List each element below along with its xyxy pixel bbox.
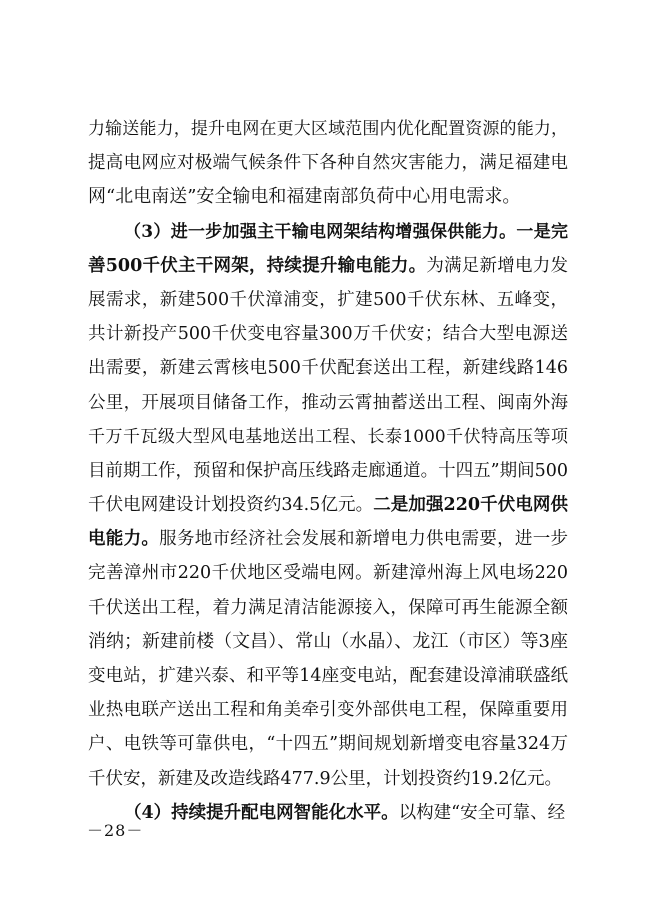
bold-text-segment: （3）进一步加强主干输电网架结构增强保供能力。一是完 (124, 221, 568, 242)
text-segment: 服务地市经济社会发展和新增电力供电需要，进一步 (159, 529, 569, 550)
text-line (88, 386, 568, 420)
bold-text-segment: 善500千伏主干网架，持续提升输电能力。 (88, 255, 427, 276)
text-line (88, 488, 568, 522)
text-line (88, 317, 568, 351)
text-segment: 千伏安，新建及改造线路477.9公里，计划投资约19.2亿元。 (88, 768, 563, 789)
text-line (88, 420, 568, 454)
text-line (88, 215, 568, 249)
bold-text-segment: （4）持续提升配电网智能化水平。 (124, 802, 399, 823)
text-line (88, 556, 568, 590)
text-segment: 网“北电南送”安全输电和福建南部负荷中心用电需求。 (88, 186, 521, 208)
bold-text-segment: 电能力。 (88, 529, 160, 550)
text-segment: 消纳；新建前楼（文昌）、常山（水晶）、龙江（市区）等3座 (88, 630, 568, 652)
text-segment: 为满足新增电力发 (426, 255, 568, 276)
text-line (88, 762, 568, 796)
text-line (88, 522, 568, 556)
text-line (88, 659, 568, 693)
text-segment: 千万千瓦级大型风电基地送出工程、长泰1000千伏特高压等项 (88, 426, 568, 447)
text-segment: 变电站，扩建兴泰、和平等14座变电站，配套建设漳浦联盛纸 (88, 666, 568, 686)
text-line (88, 693, 568, 727)
bold-text-segment: 二是加强220千伏电网供 (373, 495, 568, 516)
text-segment: 目前期工作，预留和保护高压线路走廊通道。十四五”期间500 (88, 460, 568, 481)
text-segment: 提高电网应对极端气候条件下各种自然灾害能力，满足福建电 (88, 153, 568, 174)
body-text (88, 112, 568, 830)
text-line (88, 796, 568, 830)
text-line (88, 727, 568, 761)
text-segment: 千伏送出工程，着力满足清洁能源接入，保障可再生能源全额 (88, 597, 568, 618)
text-line (88, 283, 568, 317)
text-line (88, 591, 568, 625)
text-line (88, 351, 568, 385)
text-segment: 以构建“安全可靠、经 (398, 802, 566, 823)
text-line (88, 249, 568, 283)
text-line (88, 625, 568, 659)
page-number: －28－ (87, 821, 144, 840)
text-segment: 展需求，新建500千伏漳浦变，扩建500千伏东林、五峰变， (88, 289, 568, 310)
text-line (88, 112, 568, 146)
text-segment: 业热电联产送出工程和角美牵引变外部供电工程，保障重要用 (88, 700, 568, 721)
text-segment: 共计新投产500千伏变电容量300万千伏安；结合大型电源送 (88, 324, 568, 345)
text-line (88, 180, 568, 214)
text-segment: 公里，开展项目储备工作，推动云霄抽蓄送出工程、闽南外海 (88, 392, 568, 413)
text-segment: 出需要，新建云霄核电500千伏配套送出工程，新建线路146 (88, 358, 568, 379)
text-segment: 户、电铁等可靠供电，“十四五”期间规划新增变电容量324万 (88, 734, 568, 755)
text-segment: 千伏电网建设计划投资约34.5亿元。 (88, 495, 374, 516)
text-line (88, 454, 568, 488)
text-segment: 完善漳州市220千伏地区受端电网。新建漳州海上风电场220 (88, 563, 568, 584)
text-segment: 力输送能力，提升电网在更大区域范围内优化配置资源的能力， (88, 119, 568, 139)
text-line (88, 146, 568, 180)
